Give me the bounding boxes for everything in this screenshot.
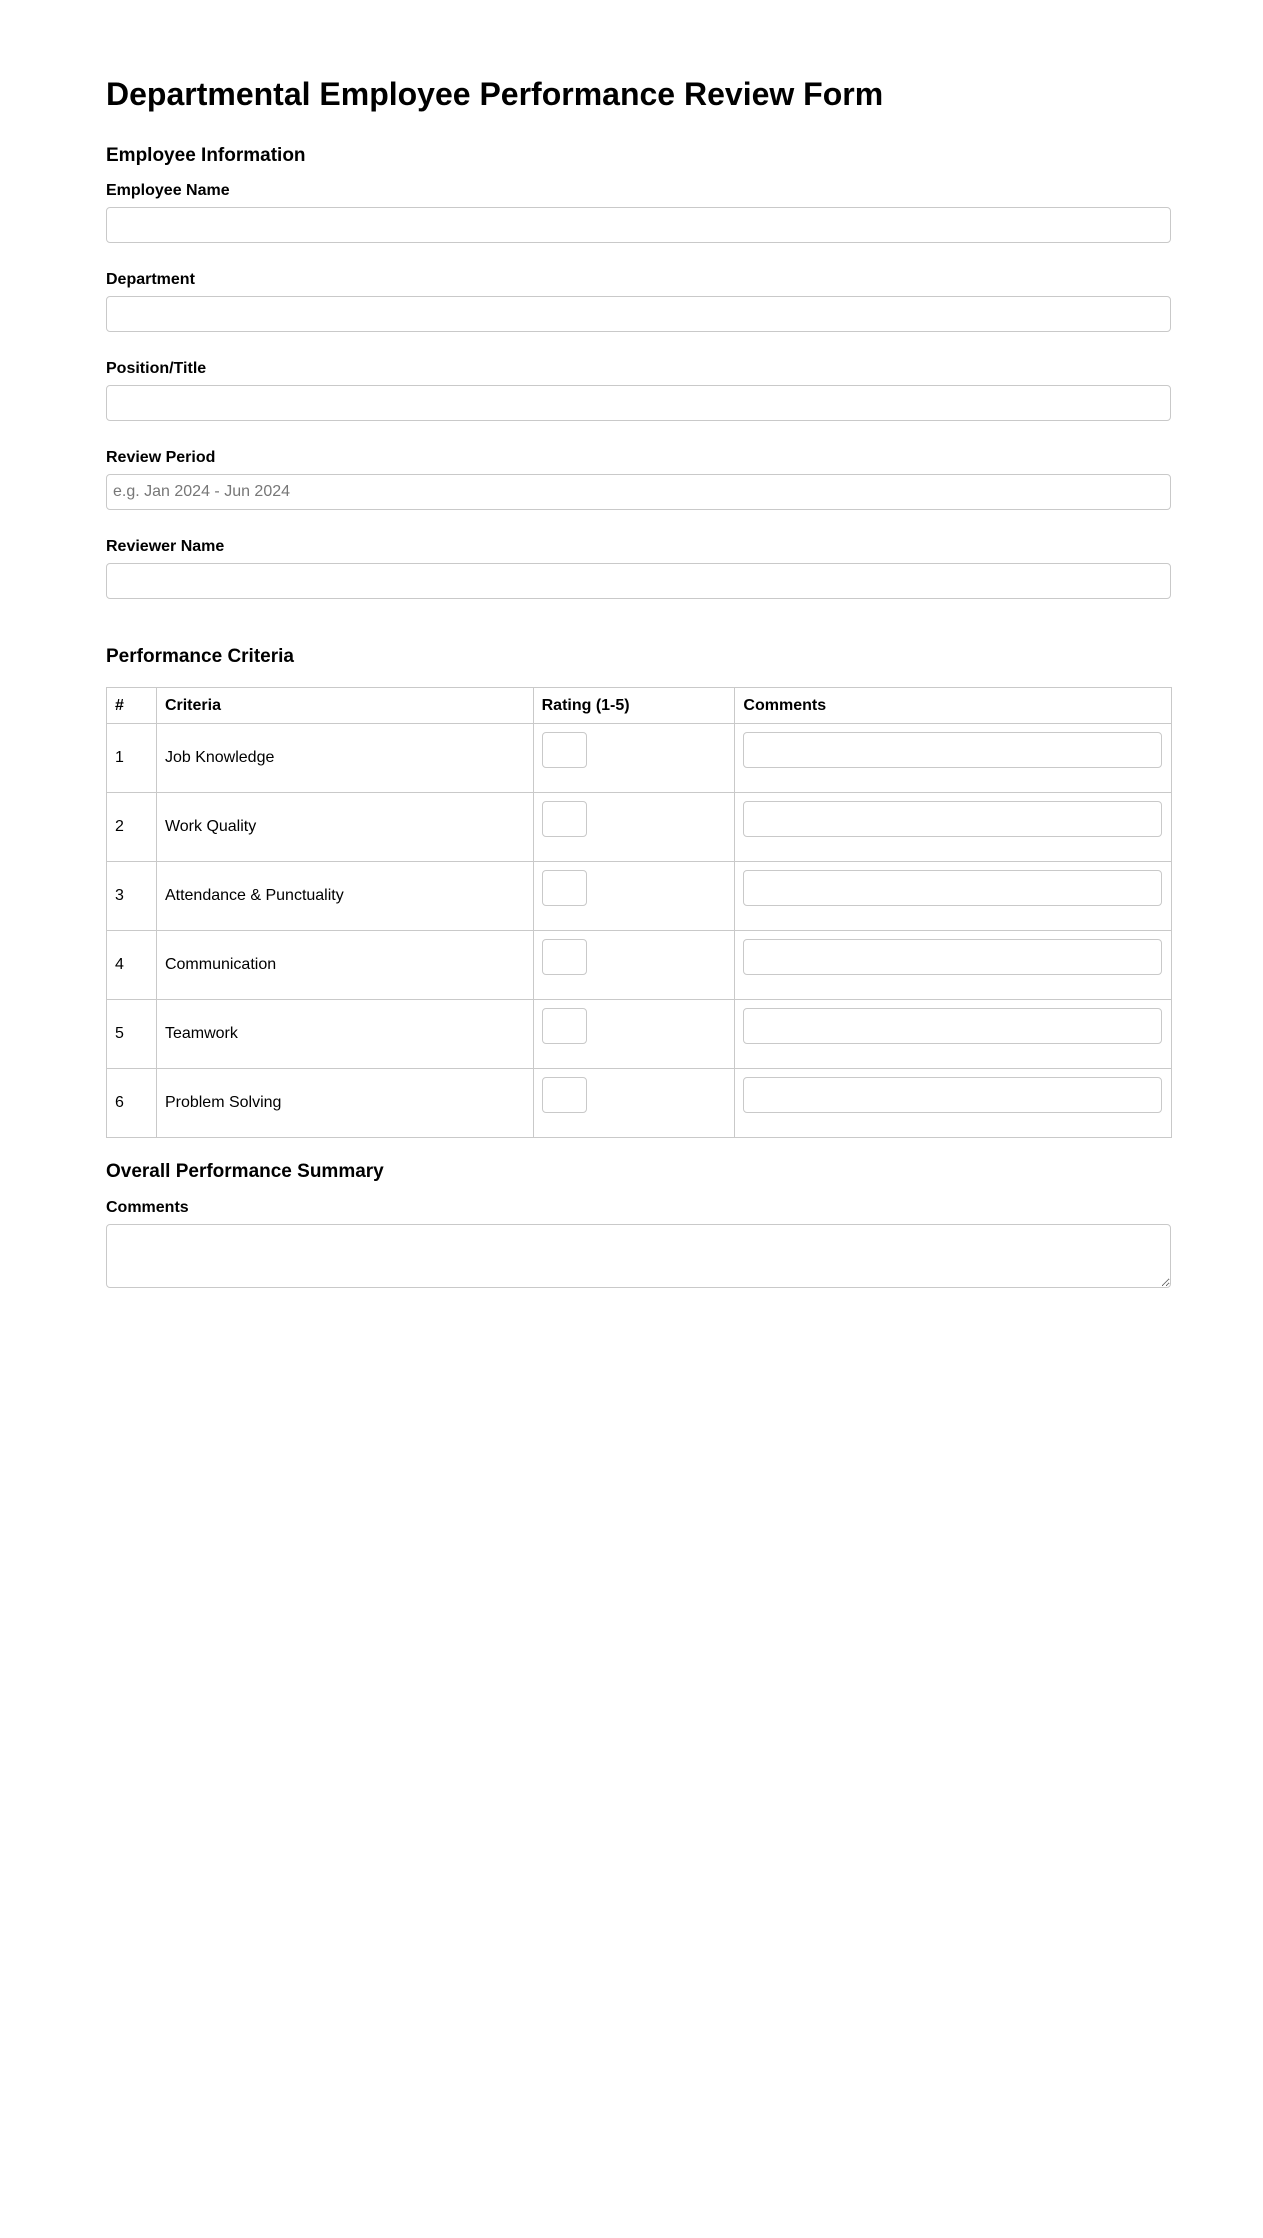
column-header-number: # (107, 688, 157, 724)
performance-criteria-heading: Performance Criteria (106, 646, 294, 667)
rating-input[interactable] (542, 732, 587, 768)
employee-name-label: Employee Name (106, 182, 230, 199)
employee-info-heading: Employee Information (106, 145, 306, 166)
row-number: 6 (107, 1069, 157, 1138)
column-header-comments: Comments (735, 688, 1172, 724)
criteria-comment-input[interactable] (743, 939, 1162, 975)
row-number: 3 (107, 862, 157, 931)
criteria-comment-input[interactable] (743, 801, 1162, 837)
reviewer-name-input[interactable] (106, 563, 1171, 599)
row-number: 4 (107, 931, 157, 1000)
row-number: 1 (107, 724, 157, 793)
criteria-comment-input[interactable] (743, 732, 1162, 768)
rating-input[interactable] (542, 939, 587, 975)
table-row (107, 793, 1172, 862)
table-header-row (107, 688, 1172, 724)
criteria-comment-input[interactable] (743, 1077, 1162, 1113)
rating-input[interactable] (542, 1008, 587, 1044)
department-input[interactable] (106, 296, 1171, 332)
reviewer-name-label: Reviewer Name (106, 538, 225, 555)
criteria-name: Work Quality (156, 793, 533, 862)
criteria-table (106, 687, 1172, 1138)
table-row (107, 1000, 1172, 1069)
review-period-input[interactable] (106, 474, 1171, 510)
column-header-rating: Rating (1-5) (533, 688, 735, 724)
department-label: Department (106, 271, 195, 288)
review-period-label: Review Period (106, 449, 216, 466)
row-number: 5 (107, 1000, 157, 1069)
rating-input[interactable] (542, 870, 587, 906)
rating-input[interactable] (542, 1077, 587, 1113)
criteria-name: Problem Solving (156, 1069, 533, 1138)
criteria-comment-input[interactable] (743, 870, 1162, 906)
overall-summary-heading: Overall Performance Summary (106, 1161, 384, 1182)
page-title: Departmental Employee Performance Review Form (106, 76, 884, 112)
summary-comments-label: Comments (106, 1199, 189, 1216)
position-title-input[interactable] (106, 385, 1171, 421)
table-row (107, 931, 1172, 1000)
criteria-comment-input[interactable] (743, 1008, 1162, 1044)
row-number: 2 (107, 793, 157, 862)
table-row (107, 1069, 1172, 1138)
employee-name-input[interactable] (106, 207, 1171, 243)
table-row (107, 724, 1172, 793)
criteria-name: Job Knowledge (156, 724, 533, 793)
position-title-label: Position/Title (106, 360, 207, 377)
column-header-criteria: Criteria (156, 688, 533, 724)
criteria-name: Teamwork (156, 1000, 533, 1069)
table-row (107, 862, 1172, 931)
criteria-name: Communication (156, 931, 533, 1000)
summary-comments-textarea[interactable] (106, 1224, 1171, 1288)
criteria-name: Attendance & Punctuality (156, 862, 533, 931)
rating-input[interactable] (542, 801, 587, 837)
